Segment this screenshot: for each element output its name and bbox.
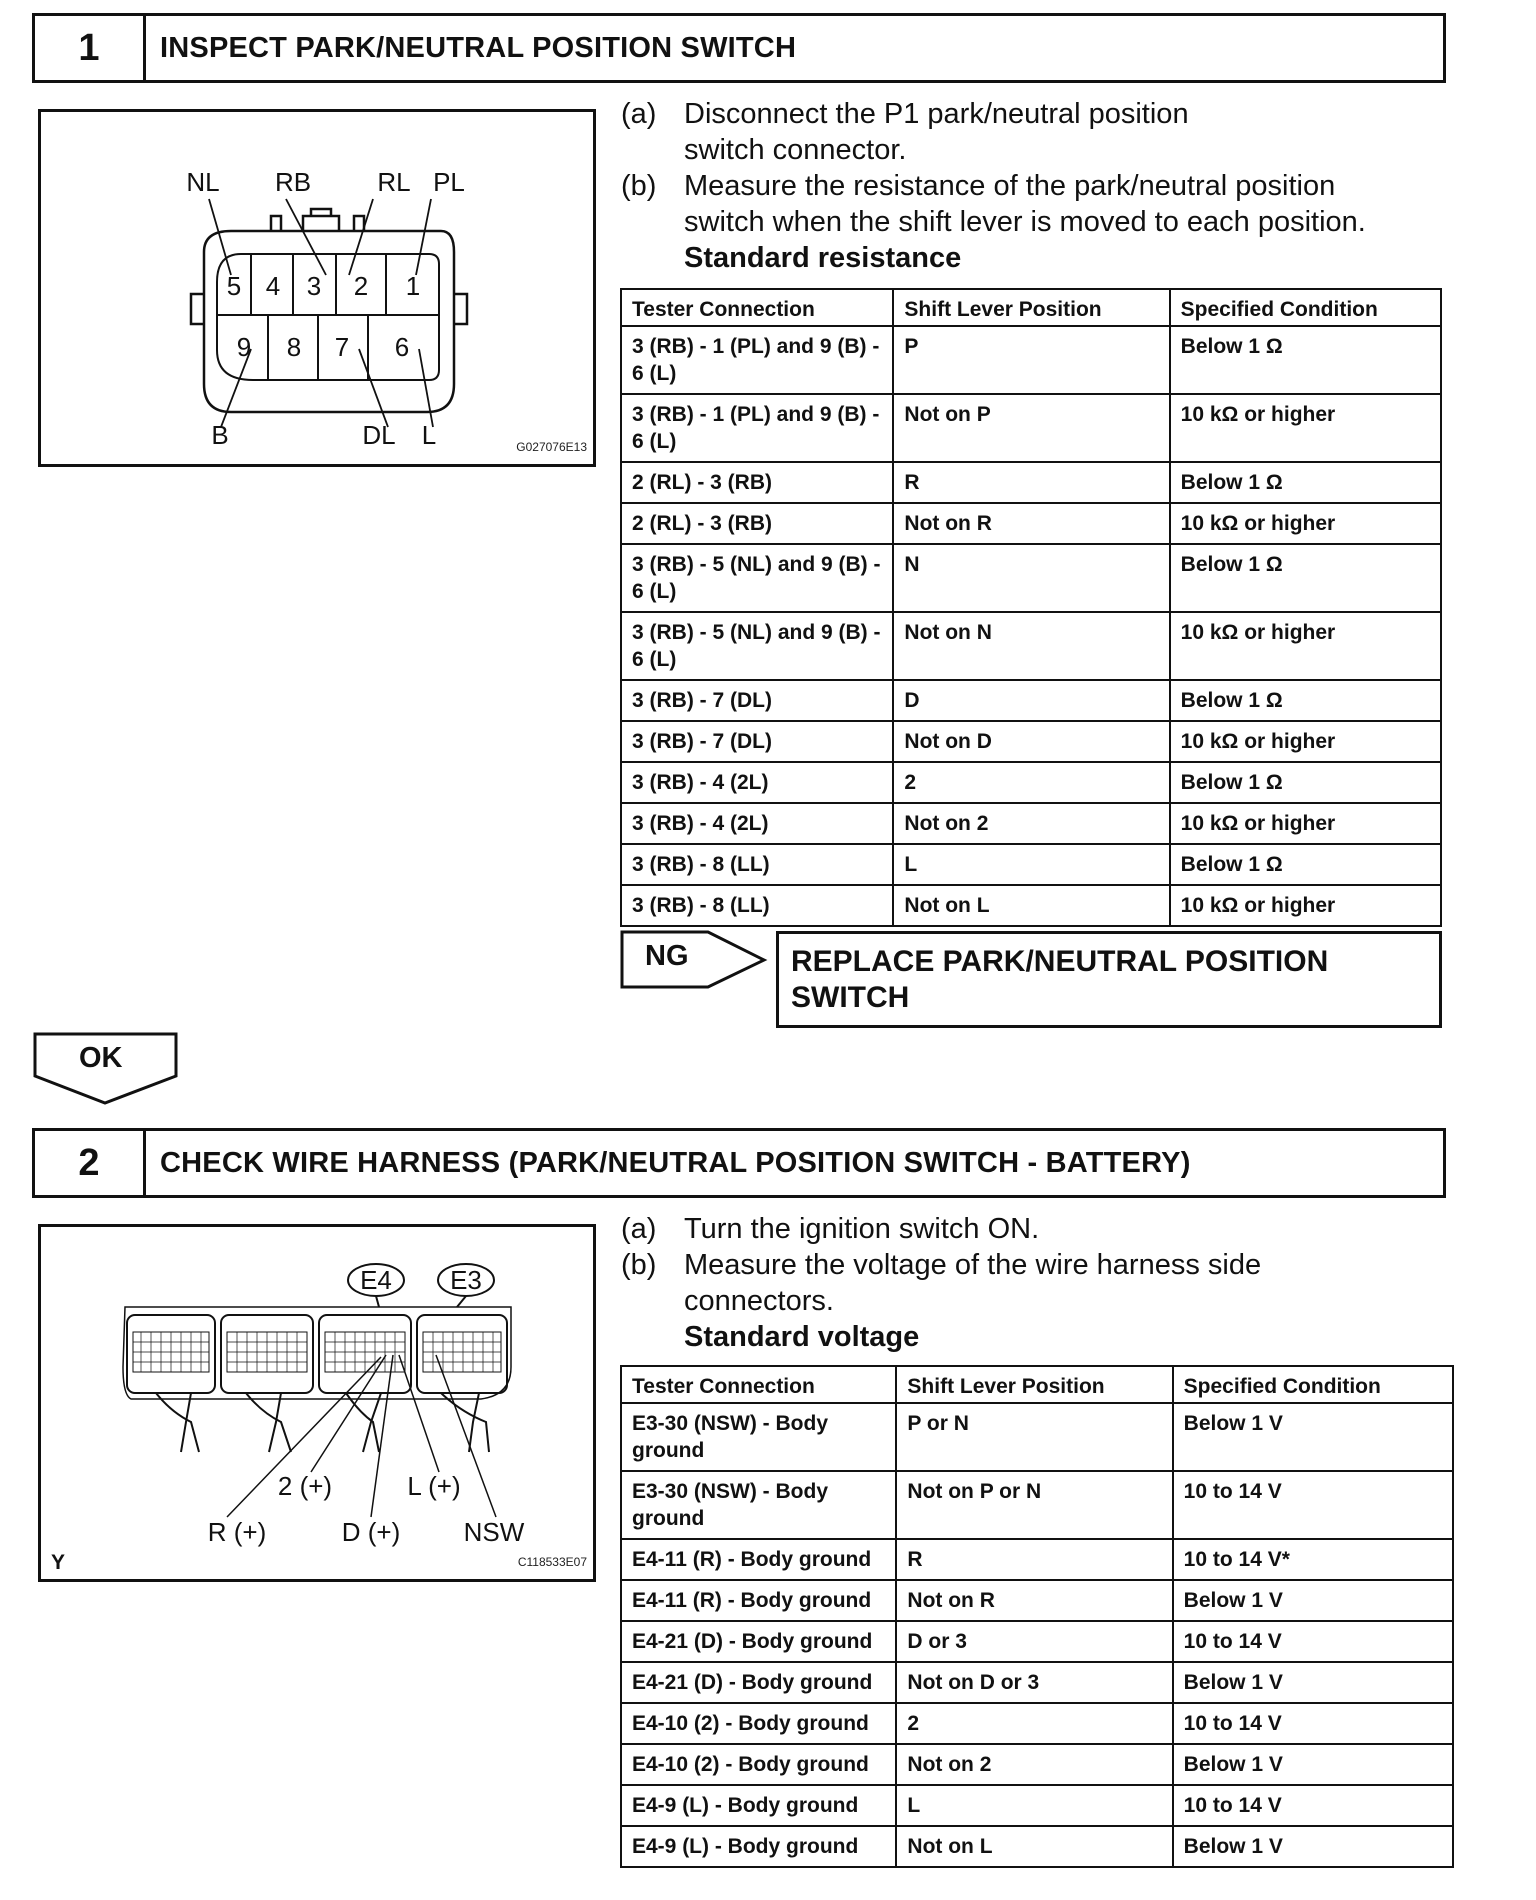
instruction-label: (a) bbox=[621, 98, 657, 130]
table-cell: Below 1 Ω bbox=[1170, 844, 1441, 885]
step1-number: 1 bbox=[35, 16, 146, 80]
pin-9: 9 bbox=[236, 332, 252, 362]
table-cell: Not on L bbox=[896, 1826, 1172, 1867]
step1-header bbox=[32, 13, 1446, 83]
table-row bbox=[621, 680, 1441, 721]
instruction-text: Disconnect the P1 park/neutral position switch connector. bbox=[684, 98, 1189, 166]
table-cell: 2 bbox=[893, 762, 1169, 803]
ng-arrow-icon bbox=[620, 930, 768, 990]
table-cell: Not on N bbox=[893, 612, 1169, 680]
step1-instructions bbox=[621, 96, 1421, 276]
header-tester-connection: Tester Connection bbox=[621, 289, 893, 326]
ng-branch-arrow bbox=[620, 930, 768, 990]
ok-branch-arrow bbox=[33, 1032, 179, 1106]
table-row bbox=[621, 503, 1441, 544]
header-shift-lever-position: Shift Lever Position bbox=[893, 289, 1169, 326]
table-row bbox=[621, 1621, 1453, 1662]
table-cell: Not on 2 bbox=[893, 803, 1169, 844]
connector-label-e3: E3 bbox=[450, 1265, 482, 1295]
table-cell: Not on R bbox=[893, 503, 1169, 544]
pin-4: 4 bbox=[265, 271, 281, 301]
wire-label-2: 2 (+) bbox=[277, 1471, 333, 1501]
step1-title: INSPECT PARK/NEUTRAL POSITION SWITCH bbox=[160, 31, 797, 64]
table-cell: Not on 2 bbox=[896, 1744, 1172, 1785]
table-cell: L bbox=[893, 844, 1169, 885]
table-cell: P bbox=[893, 326, 1169, 394]
ecu-connectors-diagram bbox=[41, 1227, 593, 1579]
figure-corner-label: Y bbox=[51, 1551, 66, 1574]
ng-label: NG bbox=[645, 940, 689, 972]
wire-label-l: L (+) bbox=[407, 1471, 461, 1501]
table-cell: 3 (RB) - 4 (2L) bbox=[621, 803, 893, 844]
connector-diagram bbox=[41, 112, 593, 464]
table-cell: Not on P bbox=[893, 394, 1169, 462]
table-cell: Not on D or 3 bbox=[896, 1662, 1172, 1703]
header-specified-condition: Specified Condition bbox=[1173, 1366, 1453, 1403]
standard-resistance-label: Standard resistance bbox=[684, 242, 962, 274]
table-cell: 10 to 14 V bbox=[1173, 1703, 1453, 1744]
pin-label-nl: NL bbox=[186, 167, 220, 197]
table-row bbox=[621, 394, 1441, 462]
table-row bbox=[621, 1580, 1453, 1621]
table-row bbox=[621, 1744, 1453, 1785]
table-cell: Below 1 V bbox=[1173, 1744, 1453, 1785]
table-cell: 10 kΩ or higher bbox=[1170, 612, 1441, 680]
table-cell: D bbox=[893, 680, 1169, 721]
table-cell: Below 1 Ω bbox=[1170, 544, 1441, 612]
table-row bbox=[621, 462, 1441, 503]
table-row bbox=[621, 1403, 1453, 1471]
table-cell: E4-10 (2) - Body ground bbox=[621, 1744, 896, 1785]
table-cell: E4-9 (L) - Body ground bbox=[621, 1785, 896, 1826]
step2-ecu-connector-figure bbox=[38, 1224, 596, 1582]
table-cell: Not on D bbox=[893, 721, 1169, 762]
table-cell: 3 (RB) - 7 (DL) bbox=[621, 721, 893, 762]
pin-7: 7 bbox=[334, 332, 350, 362]
wire-label-nsw: NSW bbox=[463, 1517, 525, 1547]
table-cell: Below 1 V bbox=[1173, 1580, 1453, 1621]
step2-number: 2 bbox=[35, 1131, 146, 1195]
pin-label-pl: PL bbox=[433, 167, 465, 197]
step1-instruction-b bbox=[621, 168, 1421, 240]
connector-pin-grid bbox=[133, 1332, 501, 1372]
instruction-text: Measure the voltage of the wire harness side connectors. bbox=[684, 1249, 1262, 1317]
step1-instruction-a bbox=[621, 96, 1421, 168]
table-row bbox=[621, 612, 1441, 680]
table-cell: 10 to 14 V* bbox=[1173, 1539, 1453, 1580]
table-row bbox=[621, 803, 1441, 844]
table-cell: E4-11 (R) - Body ground bbox=[621, 1580, 896, 1621]
table-cell: 10 to 14 V bbox=[1173, 1785, 1453, 1826]
table-cell: Below 1 Ω bbox=[1170, 326, 1441, 394]
instruction-text: Turn the ignition switch ON. bbox=[684, 1213, 1040, 1245]
table-cell: 10 kΩ or higher bbox=[1170, 885, 1441, 926]
pin-label-b: B bbox=[211, 420, 229, 450]
header-shift-lever-position: Shift Lever Position bbox=[896, 1366, 1172, 1403]
table-cell: 3 (RB) - 5 (NL) and 9 (B) - 6 (L) bbox=[621, 544, 893, 612]
table-cell: Below 1 V bbox=[1173, 1826, 1453, 1867]
table-cell: 2 bbox=[896, 1703, 1172, 1744]
pin-5: 5 bbox=[226, 271, 242, 301]
table-row bbox=[621, 1662, 1453, 1703]
header-specified-condition: Specified Condition bbox=[1170, 289, 1441, 326]
table-row bbox=[621, 762, 1441, 803]
table-cell: E4-10 (2) - Body ground bbox=[621, 1703, 896, 1744]
table-row bbox=[621, 1785, 1453, 1826]
connector-label-e4: E4 bbox=[360, 1265, 392, 1295]
table-cell: 3 (RB) - 5 (NL) and 9 (B) - 6 (L) bbox=[621, 612, 893, 680]
table-cell: N bbox=[893, 544, 1169, 612]
table-row bbox=[621, 721, 1441, 762]
table-cell: E3-30 (NSW) - Body ground bbox=[621, 1471, 896, 1539]
table-cell: L bbox=[896, 1785, 1172, 1826]
pin-label-rl: RL bbox=[377, 167, 411, 197]
table-cell: 10 kΩ or higher bbox=[1170, 394, 1441, 462]
table-row bbox=[621, 1539, 1453, 1580]
table-row bbox=[621, 1703, 1453, 1744]
table-cell: Below 1 V bbox=[1173, 1403, 1453, 1471]
step1-connector-figure bbox=[38, 109, 596, 467]
step1-resistance-table bbox=[620, 288, 1442, 927]
table-cell: R bbox=[896, 1539, 1172, 1580]
table-cell: E4-9 (L) - Body ground bbox=[621, 1826, 896, 1867]
wire-label-r: R (+) bbox=[207, 1517, 267, 1547]
table-cell: 10 kΩ or higher bbox=[1170, 803, 1441, 844]
table-cell: Below 1 Ω bbox=[1170, 762, 1441, 803]
pin-3: 3 bbox=[306, 271, 322, 301]
standard-voltage-label: Standard voltage bbox=[684, 1321, 920, 1353]
table-row bbox=[621, 1471, 1453, 1539]
table-cell: E4-21 (D) - Body ground bbox=[621, 1662, 896, 1703]
step2-title: CHECK WIRE HARNESS (PARK/NEUTRAL POSITION SWITCH - BATTERY) bbox=[160, 1146, 1191, 1179]
step2-instructions bbox=[621, 1211, 1421, 1355]
table-cell: 2 (RL) - 3 (RB) bbox=[621, 503, 893, 544]
instruction-label: (a) bbox=[621, 1213, 657, 1245]
table-cell: 10 to 14 V bbox=[1173, 1621, 1453, 1662]
instruction-label: (b) bbox=[621, 170, 657, 202]
pin-6: 6 bbox=[394, 332, 410, 362]
table-cell: 3 (RB) - 8 (LL) bbox=[621, 844, 893, 885]
table-row bbox=[621, 326, 1441, 394]
wire-label-d: D (+) bbox=[341, 1517, 401, 1547]
instruction-label: (b) bbox=[621, 1249, 657, 1281]
pin-label-rb: RB bbox=[274, 167, 312, 197]
table-row bbox=[621, 844, 1441, 885]
table-cell: Not on P or N bbox=[896, 1471, 1172, 1539]
step2-instruction-a bbox=[621, 1211, 1421, 1247]
step1-figure-id: G027076E13 bbox=[516, 440, 587, 454]
table-cell: 3 (RB) - 1 (PL) and 9 (B) - 6 (L) bbox=[621, 394, 893, 462]
table-cell: E3-30 (NSW) - Body ground bbox=[621, 1403, 896, 1471]
ok-label: OK bbox=[79, 1042, 123, 1074]
step2-voltage-table bbox=[620, 1365, 1454, 1868]
pin-8: 8 bbox=[286, 332, 302, 362]
table-cell: Not on R bbox=[896, 1580, 1172, 1621]
table-cell: 3 (RB) - 7 (DL) bbox=[621, 680, 893, 721]
table-header-row bbox=[621, 1366, 1453, 1403]
table-cell: E4-11 (R) - Body ground bbox=[621, 1539, 896, 1580]
instruction-text: Measure the resistance of the park/neutral position switch when the shift lever is moved to each position. bbox=[684, 170, 1366, 238]
table-row bbox=[621, 544, 1441, 612]
table-header-row bbox=[621, 289, 1441, 326]
table-row bbox=[621, 1826, 1453, 1867]
table-cell: D or 3 bbox=[896, 1621, 1172, 1662]
table-cell: 10 kΩ or higher bbox=[1170, 721, 1441, 762]
pin-2: 2 bbox=[353, 271, 369, 301]
pin-label-dl: DL bbox=[362, 420, 396, 450]
table-cell: 10 to 14 V bbox=[1173, 1471, 1453, 1539]
step2-header bbox=[32, 1128, 1446, 1198]
step2-instruction-b bbox=[621, 1247, 1421, 1319]
table-cell: P or N bbox=[896, 1403, 1172, 1471]
table-cell: Below 1 Ω bbox=[1170, 680, 1441, 721]
table-cell: 3 (RB) - 1 (PL) and 9 (B) - 6 (L) bbox=[621, 326, 893, 394]
step2-figure-id: C118533E07 bbox=[517, 1555, 587, 1569]
header-tester-connection: Tester Connection bbox=[621, 1366, 896, 1403]
ng-action-box: REPLACE PARK/NEUTRAL POSITION SWITCH bbox=[776, 931, 1442, 1028]
table-cell: 3 (RB) - 4 (2L) bbox=[621, 762, 893, 803]
table-cell: 3 (RB) - 8 (LL) bbox=[621, 885, 893, 926]
table-cell: Below 1 V bbox=[1173, 1662, 1453, 1703]
pin-label-l: L bbox=[421, 420, 437, 450]
table-row bbox=[621, 885, 1441, 926]
pin-1: 1 bbox=[405, 271, 421, 301]
table-cell: 2 (RL) - 3 (RB) bbox=[621, 462, 893, 503]
table-cell: E4-21 (D) - Body ground bbox=[621, 1621, 896, 1662]
table-cell: R bbox=[893, 462, 1169, 503]
table-cell: Not on L bbox=[893, 885, 1169, 926]
table-cell: Below 1 Ω bbox=[1170, 462, 1441, 503]
table-cell: 10 kΩ or higher bbox=[1170, 503, 1441, 544]
